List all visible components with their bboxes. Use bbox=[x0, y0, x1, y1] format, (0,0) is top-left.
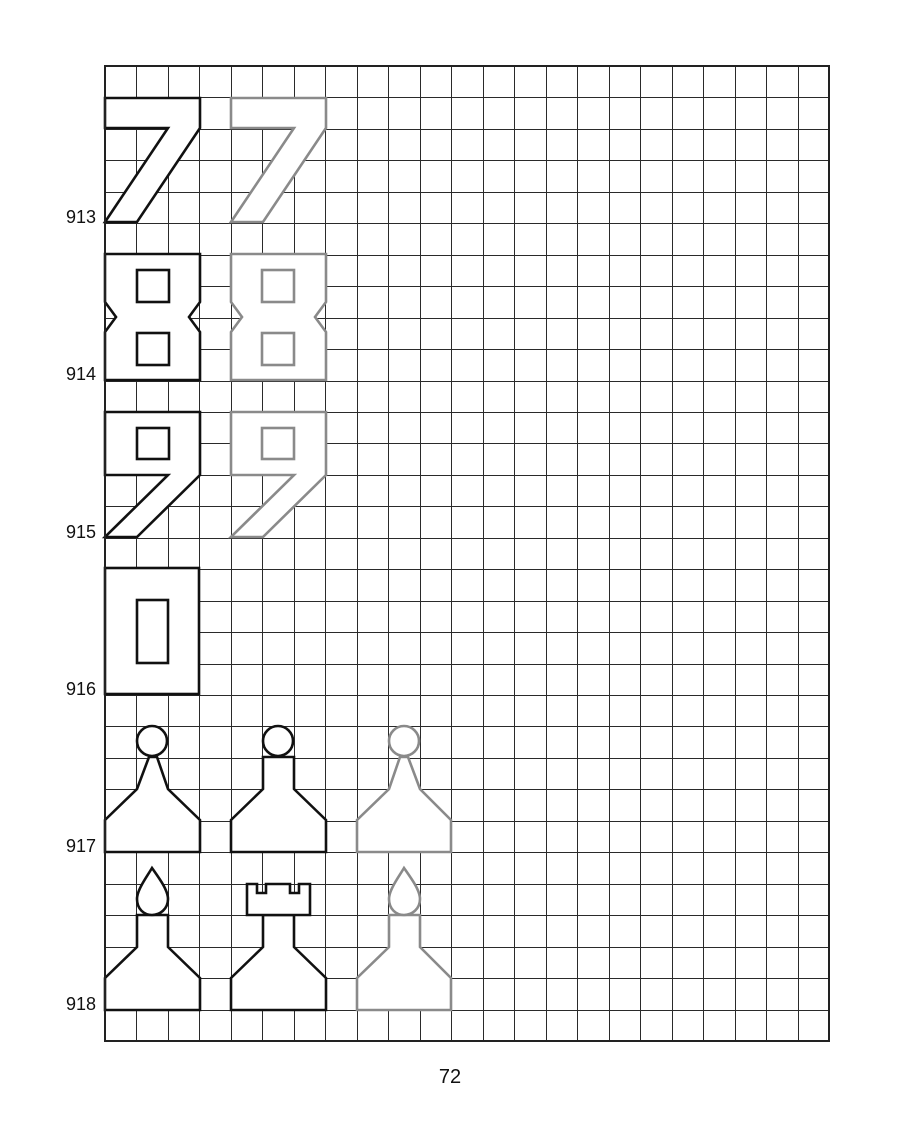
digit-8-copy-figure bbox=[231, 254, 326, 380]
squared-grid bbox=[105, 66, 829, 1041]
bishop-figure bbox=[105, 868, 200, 1010]
digit-8-figure bbox=[105, 254, 200, 380]
bishop-copy-figure bbox=[357, 868, 451, 1010]
page-number: 72 bbox=[438, 1066, 462, 1088]
task-label-913: 913 bbox=[65, 207, 96, 227]
digit-9-copy-figure bbox=[231, 412, 326, 537]
task-label-914: 914 bbox=[65, 364, 96, 384]
task-label-916: 916 bbox=[65, 679, 96, 699]
task-label-917: 917 bbox=[65, 836, 96, 856]
task-label-915: 915 bbox=[65, 522, 96, 542]
grid-border bbox=[105, 66, 829, 1041]
digit-9-figure bbox=[105, 412, 200, 537]
digit-0-figure bbox=[105, 568, 199, 694]
task-label-918: 918 bbox=[65, 994, 96, 1014]
